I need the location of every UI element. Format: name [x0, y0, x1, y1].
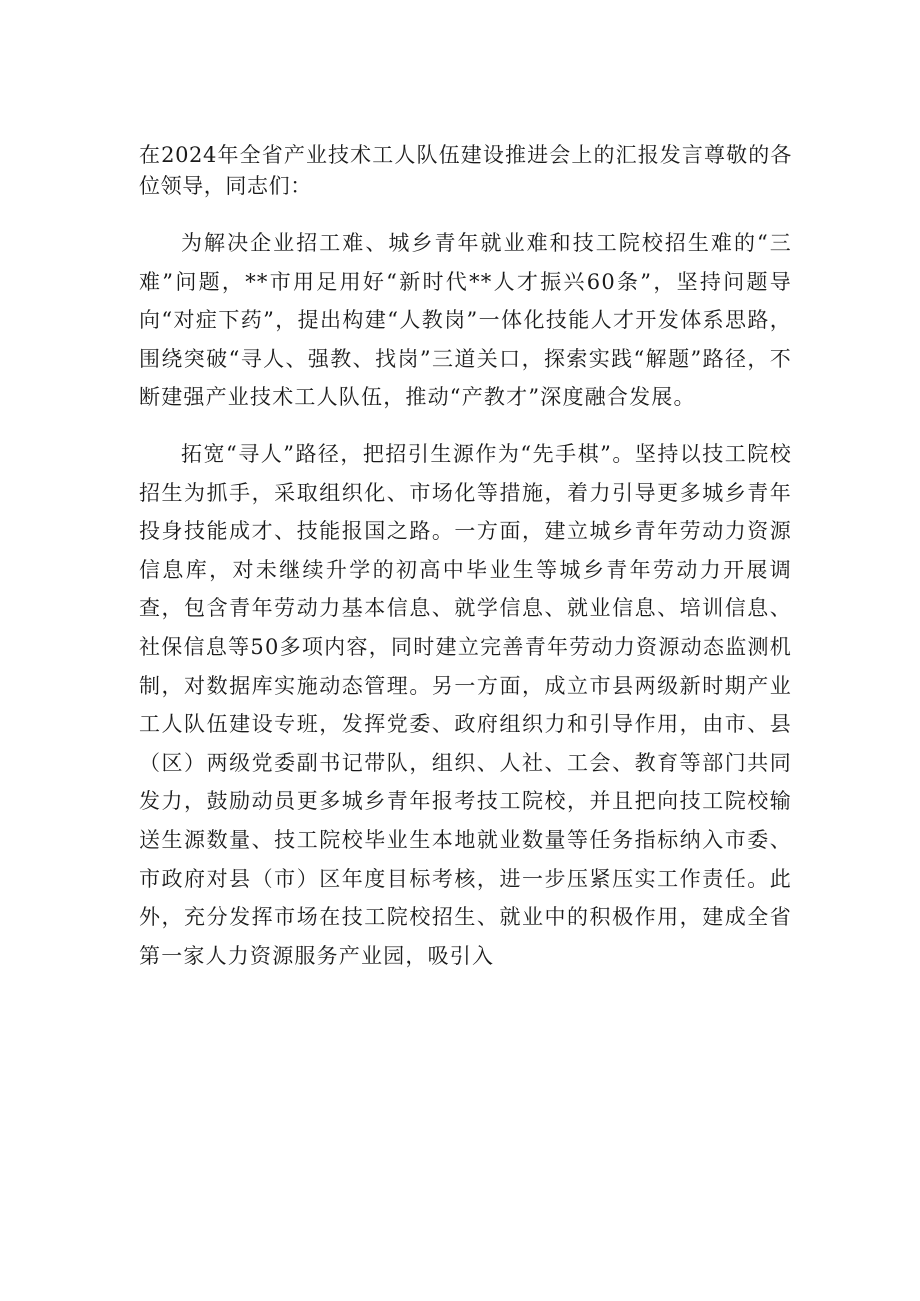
paragraph-recruitment: 拓宽“寻人”路径，把招引生源作为“先手棋”。坚持以技工院校招生为抓手，采取组织化、市场化等措施，着力引导更多城乡青年投身技能成才、技能报国之路。一方面，建立城乡青年劳动力资源信息库，对未继续升学的初高中毕业生等城乡青年劳动力开展调查，包含青年劳动力基本信息、就学信息、就业信息、培训信息、社保信息等50多项内容，同时建立完善青年劳动力资源动态监测机制，对数据库实施动态管理。另一方面，成立市县两级新时期产业工人队伍建设专班，发挥党委、政府组织力和引导作用，由市、县（区）两级党委副书记带队，组织、人社、工会、教育等部门共同发力，鼓励动员更多城乡青年报考技工院校，并且把向技工院校输送生源数量、技工院校毕业生本地就业数量等任务指标纳入市委、市政府对县（市）区年度目标考核，进一步压紧压实工作责任。此外，充分发挥市场在技工院校招生、就业中的积极作用，建成全省第一家人力资源服务产业园，吸引入 — [139, 441, 792, 968]
document-title: 在2024年全省产业技术工人队伍建设推进会上的汇报发言尊敬的各位领导，同志们： — [139, 143, 792, 198]
paragraph-intro: 为解决企业招工难、城乡青年就业难和技工院校招生难的“三难”问题，**市用足用好“新时代**人才振兴60条”，坚持问题导向“对症下药”，提出构建“人教岗”一体化技能人才开发体系思路，围绕突破“寻人、强教、找岗”三道关口，探索实践“解题”路径，不断建强产业技术工人队伍，推动“产教才”深度融合发展。 — [139, 231, 792, 410]
